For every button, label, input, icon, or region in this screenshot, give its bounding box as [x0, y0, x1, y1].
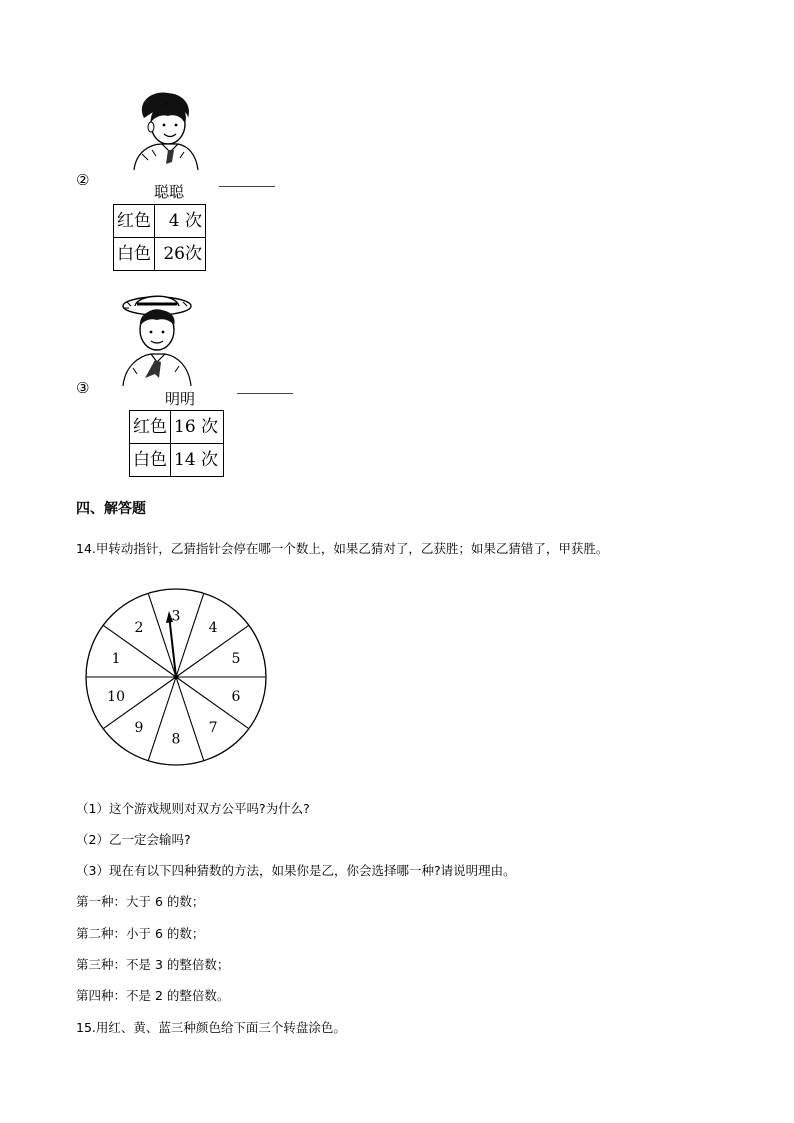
spinner-number-7: 7: [208, 719, 218, 736]
color-cell: 白色: [130, 444, 171, 477]
answer-blank-2[interactable]: [219, 186, 275, 187]
tally-table-congcong: [113, 204, 206, 271]
option-2: 第二种：小于 6 的数；: [76, 926, 205, 941]
tally-table-mingming: [129, 410, 224, 477]
option-3: 第三种：不是 3 的整倍数；: [76, 957, 230, 972]
question-14-sub2: （2）乙一定会输吗?: [76, 832, 191, 847]
item-marker-2: ②: [76, 171, 90, 189]
question-14-stem: 14.甲转动指针，乙猜指针会停在哪一个数上，如果乙猜对了，乙获胜；如果乙猜错了，甲获胜。: [76, 541, 609, 556]
boy-illustration-mingming: [113, 292, 197, 386]
spinner-number-9: 9: [134, 719, 144, 736]
spinner-number-6: 6: [231, 689, 241, 706]
spinner-number-8: 8: [171, 731, 181, 748]
person-name-mingming: 明明: [165, 390, 196, 408]
table-row: [130, 411, 224, 444]
person-name-congcong: 聪聪: [154, 183, 185, 201]
spinner-number-5: 5: [231, 650, 241, 667]
color-cell: 白色: [114, 238, 155, 271]
spinner-number-3: 3: [171, 608, 181, 625]
table-row: [114, 205, 206, 238]
spinner-hub: [174, 675, 179, 680]
boy-illustration-congcong: [122, 88, 202, 170]
table-row: [114, 238, 206, 271]
question-14-sub1: （1）这个游戏规则对双方公平吗?为什么?: [76, 801, 310, 816]
spinner-wheel: [84, 586, 272, 770]
color-cell: 红色: [114, 205, 155, 238]
spinner-number-2: 2: [134, 620, 144, 637]
question-15-stem: 15.用红、黄、蓝三种颜色给下面三个转盘涂色。: [76, 1020, 346, 1035]
spinner-number-10: 10: [107, 689, 125, 706]
spinner-number-1: 1: [111, 650, 121, 667]
question-14-sub3: （3）现在有以下四种猜数的方法，如果你是乙，你会选择哪一种?请说明理由。: [76, 863, 516, 878]
option-4: 第四种：不是 2 的整倍数。: [76, 988, 230, 1003]
count-cell: 14 次: [171, 444, 224, 477]
item-marker-3: ③: [76, 379, 90, 397]
section-title: 四、解答题: [76, 501, 146, 517]
color-cell: 红色: [130, 411, 171, 444]
count-cell: 26次: [155, 238, 206, 271]
count-cell: 4 次: [155, 205, 206, 238]
answer-blank-3[interactable]: [237, 393, 293, 394]
option-1: 第一种：大于 6 的数；: [76, 894, 205, 909]
table-row: [130, 444, 224, 477]
spinner-number-4: 4: [208, 620, 218, 637]
count-cell: 16 次: [171, 411, 224, 444]
